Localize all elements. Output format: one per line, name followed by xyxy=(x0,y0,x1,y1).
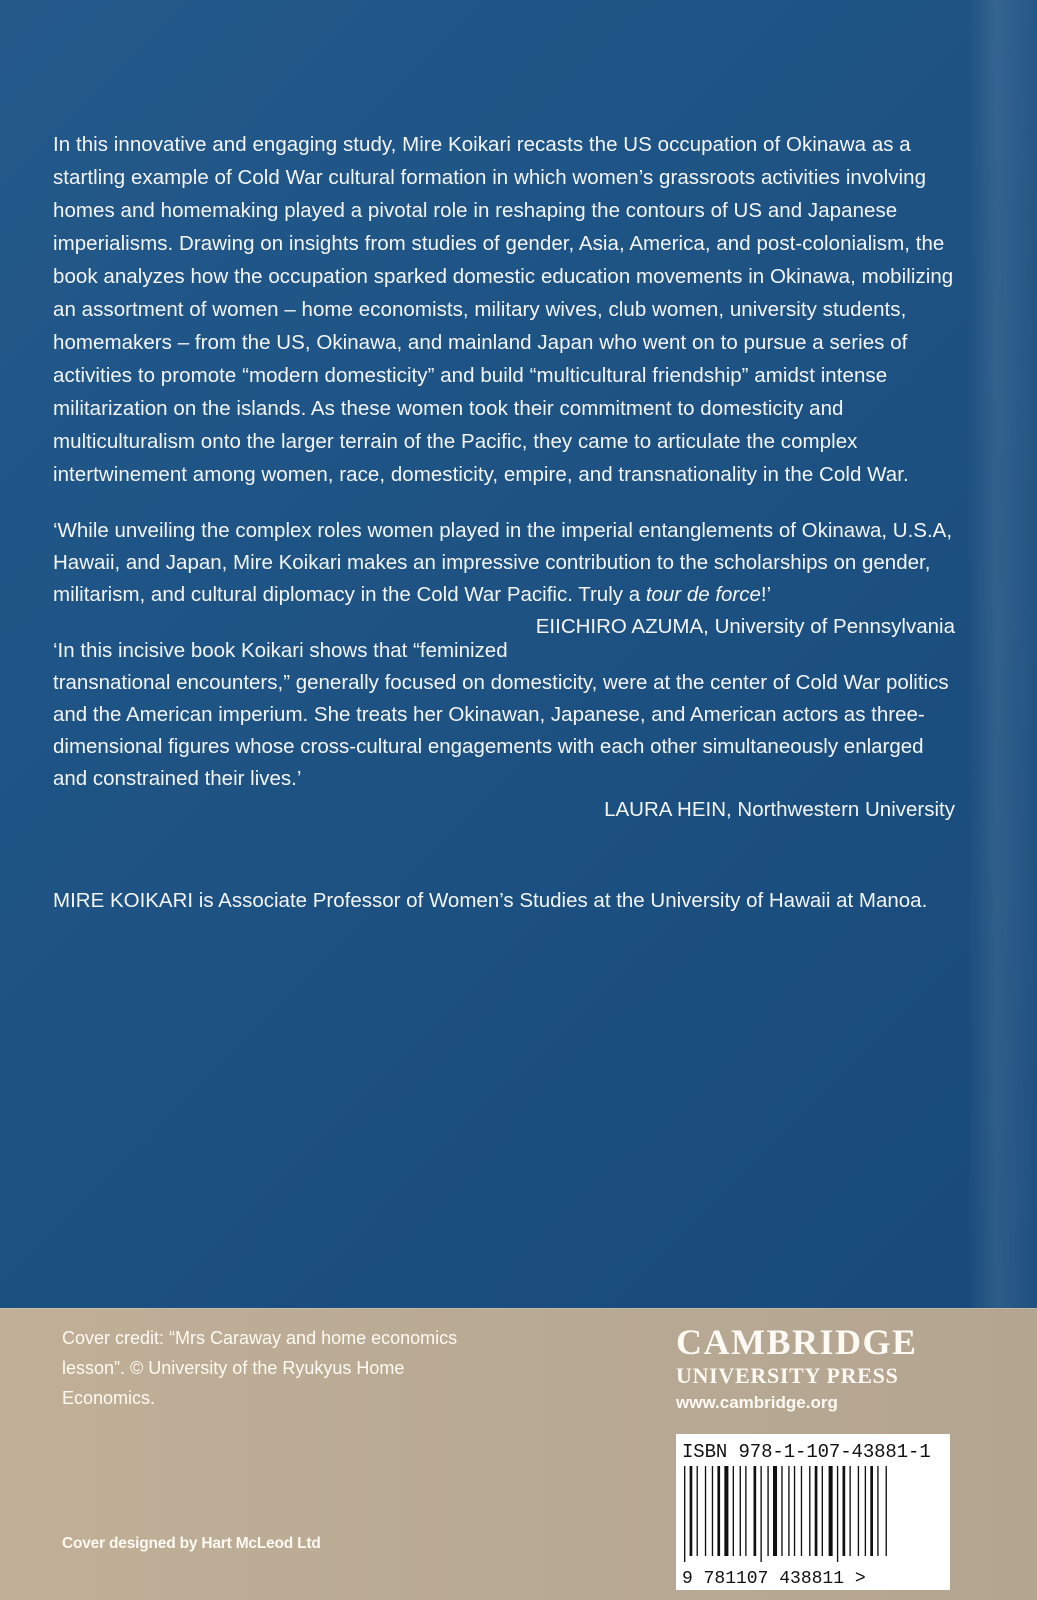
publisher-logo xyxy=(676,1322,950,1414)
cover-text-content xyxy=(53,128,955,917)
review-1-text-end: !’ xyxy=(760,583,772,606)
barcode-graphic xyxy=(676,1462,950,1590)
publisher-website: www.cambridge.org xyxy=(676,1393,838,1412)
barcode-bar xyxy=(745,1466,746,1556)
review-2-text: ‘In this incisive book Koikari shows that “feminized transnational encounters,” generally focused on domesticity, were at the center of Cold War politics and the American imperium. She treats her Okinawan, Japanese, and American actors as three-dimensional figures whose cross-cultural engagements with each other simultaneously enlarged and constrained their lives.’ xyxy=(53,639,949,790)
cover-designer-credit: Cover designed by Hart McLeod Ltd xyxy=(62,1535,321,1552)
barcode-bar xyxy=(829,1466,833,1556)
review-1-text-start: ‘While unveiling the complex roles women played in the imperial entanglements of Okinawa, U.S.A, Hawaii, and Japan, Mire Koikari makes an impressive contribution to the scholarships on gender, militarism, and cultural diplomacy in the Cold War Pacific. Truly a xyxy=(53,519,953,606)
barcode-bar xyxy=(724,1466,728,1556)
author-biography: MIRE KOIKARI is Associate Professor of Women’s Studies at the University of Hawaii at Manoa. xyxy=(53,889,928,912)
barcode-bar xyxy=(870,1466,873,1556)
review-1-emphasis: tour de force xyxy=(645,583,761,606)
barcode-bar xyxy=(781,1466,782,1556)
review-1-attribution: EIICHIRO AZUMA, University of Pennsylvania xyxy=(535,615,955,638)
publisher-name: CAMBRIDGE xyxy=(676,1322,918,1362)
barcode-bar xyxy=(849,1466,850,1556)
tan-footer-band xyxy=(0,1308,1037,1600)
barcode-bar xyxy=(740,1466,741,1556)
review-2-attribution: LAURA HEIN, Northwestern University xyxy=(604,798,955,821)
barcode-bar xyxy=(773,1466,777,1556)
barcode-bar xyxy=(815,1466,818,1556)
barcode-bar xyxy=(809,1466,810,1556)
book-description: In this innovative and engaging study, Mire Koikari recasts the US occupation of Okinawa as a startling example of Cold War cultural formation in which women’s grassroots activities involving homes and homemaking played a pivotal role in reshaping the contours of US and Japanese imperialisms. Drawing on insights from studies of gender, Asia, America, and post-colonialism, the book analyzes how the occupation sparked domestic education movements in Okinawa, mobilizing an assortment of women – home economists, military wives, club women, university students, homemakers – from the US, Okinawa, and mainland Japan who went on to pursue a series of activities to promote “modern domesticity” and build “multicultural friendship” amidst intense militarization on the islands. As these women took their commitment to domesticity and multiculturalism onto the larger terrain of the Pacific, they came to articulate the complex intertwinement among women, race, domesticity, empire, and transnationality in the Cold War. xyxy=(53,133,954,486)
barcode-bar xyxy=(877,1466,878,1556)
barcode-bar xyxy=(717,1466,720,1556)
barcode-bar xyxy=(684,1466,685,1562)
isbn-number: ISBN 978-1-107-43881-1 xyxy=(682,1441,931,1463)
isbn-barcode xyxy=(676,1434,950,1590)
review-eiichiro-azuma xyxy=(53,515,955,638)
barcode-bar xyxy=(858,1466,859,1556)
barcode-bar xyxy=(754,1466,757,1556)
review-laura-hein xyxy=(53,635,955,826)
barcode-bar xyxy=(865,1466,866,1556)
barcode-bar xyxy=(801,1466,802,1556)
barcode-bar xyxy=(733,1466,734,1556)
barcode-bar xyxy=(837,1466,838,1562)
barcode-bar xyxy=(788,1466,789,1556)
barcode-digits: 9 781107 438811 > xyxy=(682,1569,866,1589)
cover-credit: Cover credit: “Mrs Caraway and home economics lesson”. © University of the Ryukyus Home Economics. xyxy=(62,1328,458,1408)
barcode-bar xyxy=(690,1466,693,1556)
barcode-bar xyxy=(794,1466,795,1556)
barcode-bar xyxy=(886,1466,887,1556)
publisher-subtitle: UNIVERSITY PRESS xyxy=(676,1363,899,1388)
barcode-bar xyxy=(822,1466,823,1556)
barcode-bar xyxy=(697,1466,698,1556)
barcode-bar xyxy=(760,1466,761,1562)
barcode-bar xyxy=(712,1466,713,1556)
barcode-bar xyxy=(767,1466,768,1556)
barcode-bar xyxy=(705,1466,706,1556)
barcode-bar xyxy=(843,1466,846,1556)
barcode-bars xyxy=(684,1466,887,1562)
